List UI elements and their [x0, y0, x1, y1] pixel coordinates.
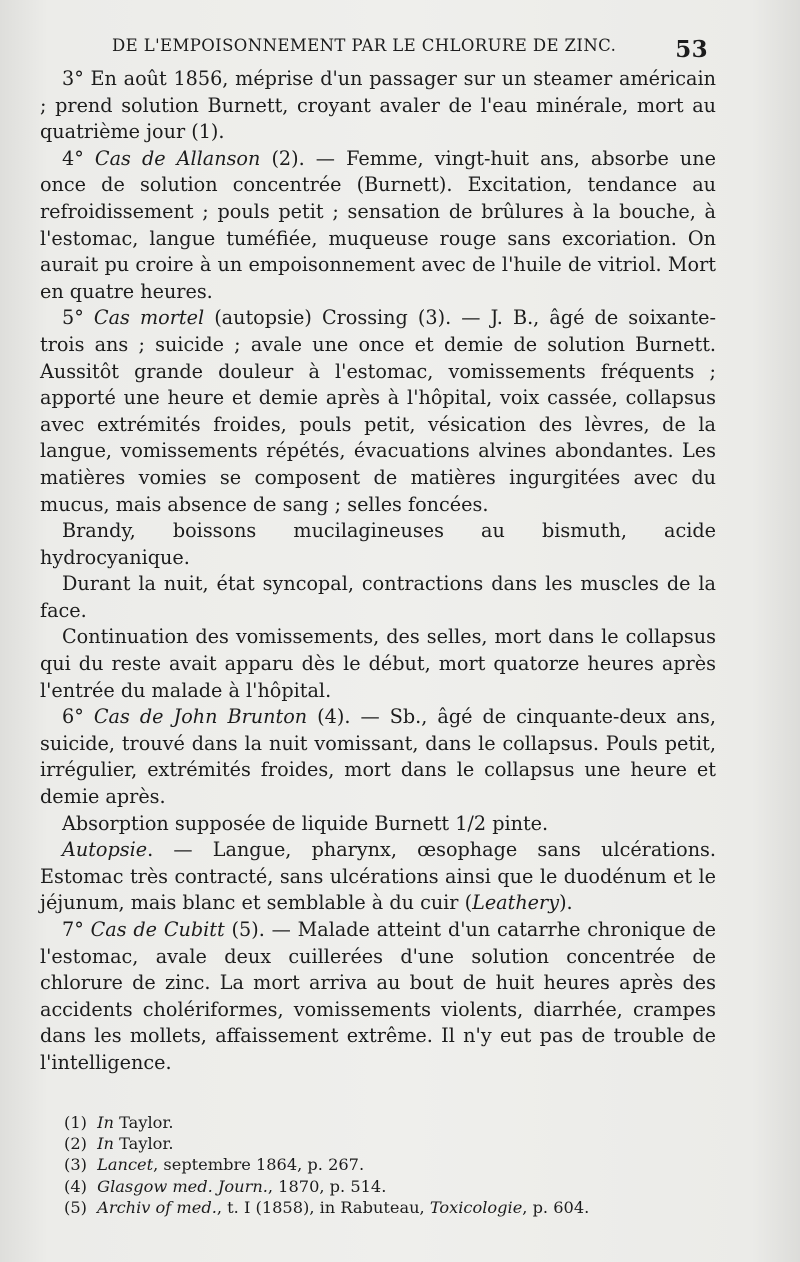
paragraph-absorption: Absorption supposée de liquide Burnett 1/2 pinte.: [62, 811, 549, 835]
paragraph-case-5: 5° Cas mortel (autopsie) Crossing (3). — J. B., âgé de soixante-trois ans ; suicide ; avale une once et demie de solution Burnett. Aussitôt grande douleur à l'estomac, vomissements fréquents ; apporté une heure et demie après à l'hôpital, voix cassée, collapsus avec extrémités froides, pouls petit, vésication des lèvres, de la langue, vomissements répétés, évacuations alvines abondantes. Les matières vomies se composent de matières ingurgitées avec du mucus, mais absence de sang ; selles foncées.: [40, 306, 716, 516]
paragraph-case-3: 3° En août 1856, méprise d'un passager sur un steamer américain ; prend solution Burnett, croyant avaler de l'eau minérale, mort au quatrième jour (1).: [40, 67, 716, 144]
paragraph-autopsy: Autopsie. — Langue, pharynx, œsophage sans ulcérations. Estomac très contracté, sans ulcérations ainsi que le duodénum et le jéjunum, mais blanc et semblable à du cuir (Leathery).: [40, 838, 716, 915]
paragraph-continuation: Continuation des vomissements, des selles, mort dans le collapsus qui du reste avait apparu dès le début, mort quatorze heures après l'entrée du malade à l'hôpital.: [40, 625, 716, 702]
running-header: [112, 36, 712, 63]
running-title: DE L'EMPOISONNEMENT PAR LE CHLORURE DE ZINC.: [112, 36, 617, 55]
page-number: 53: [675, 36, 708, 63]
paragraph-case-4: 4° Cas de Allanson (2). — Femme, vingt-huit ans, absorbe une once de solution concentrée (Burnett). Excitation, tendance au refroidissement ; pouls petit ; sensation de brûlures à la bouche, à l'estomac, langue tuméfiée, muqueuse rouge sans excoriation. On aurait pu croire à un empoisonnement avec de l'huile de vitriol. Mort en quatre heures.: [40, 146, 716, 303]
main-text: [40, 66, 716, 1077]
footnote-5: (5) Archiv of med., t. I (1858), in Rabuteau, Toxicologie, p. 604.: [64, 1197, 590, 1217]
footnote-4: (4) Glasgow med. Journ., 1870, p. 514.: [64, 1176, 387, 1196]
paragraph-night: Durant la nuit, état syncopal, contractions dans les muscles de la face.: [40, 572, 716, 622]
footnote-3: (3) Lancet, septembre 1864, p. 267.: [64, 1155, 365, 1175]
footnote-1: (1) In Taylor.: [64, 1113, 174, 1132]
footnote-2: (2) In Taylor.: [64, 1134, 174, 1154]
paragraph-case-7: 7° Cas de Cubitt (5). — Malade atteint d'un catarrhe chronique de l'estomac, avale deux cuillerées d'une solution concentrée de chlorure de zinc. La mort arriva au bout de huit heures après des accidents cholériformes, vomissements violents, diarrhée, crampes dans les mollets, affaissement extrême. Il n'y eut pas de trouble de l'intelligence.: [40, 918, 716, 1074]
paragraph-case-6: 6° Cas de John Brunton (4). — Sb., âgé de cinquante-deux ans, suicide, trouvé dans la nuit vomissant, dans le collapsus. Pouls petit, irrégulier, extrémités froides, mort dans le collapsus une heure et demie après.: [40, 705, 716, 809]
paragraph-treatment: Brandy, boissons mucilagineuses au bismuth, acide hydrocyanique.: [40, 519, 716, 569]
footnotes: [64, 1112, 704, 1218]
